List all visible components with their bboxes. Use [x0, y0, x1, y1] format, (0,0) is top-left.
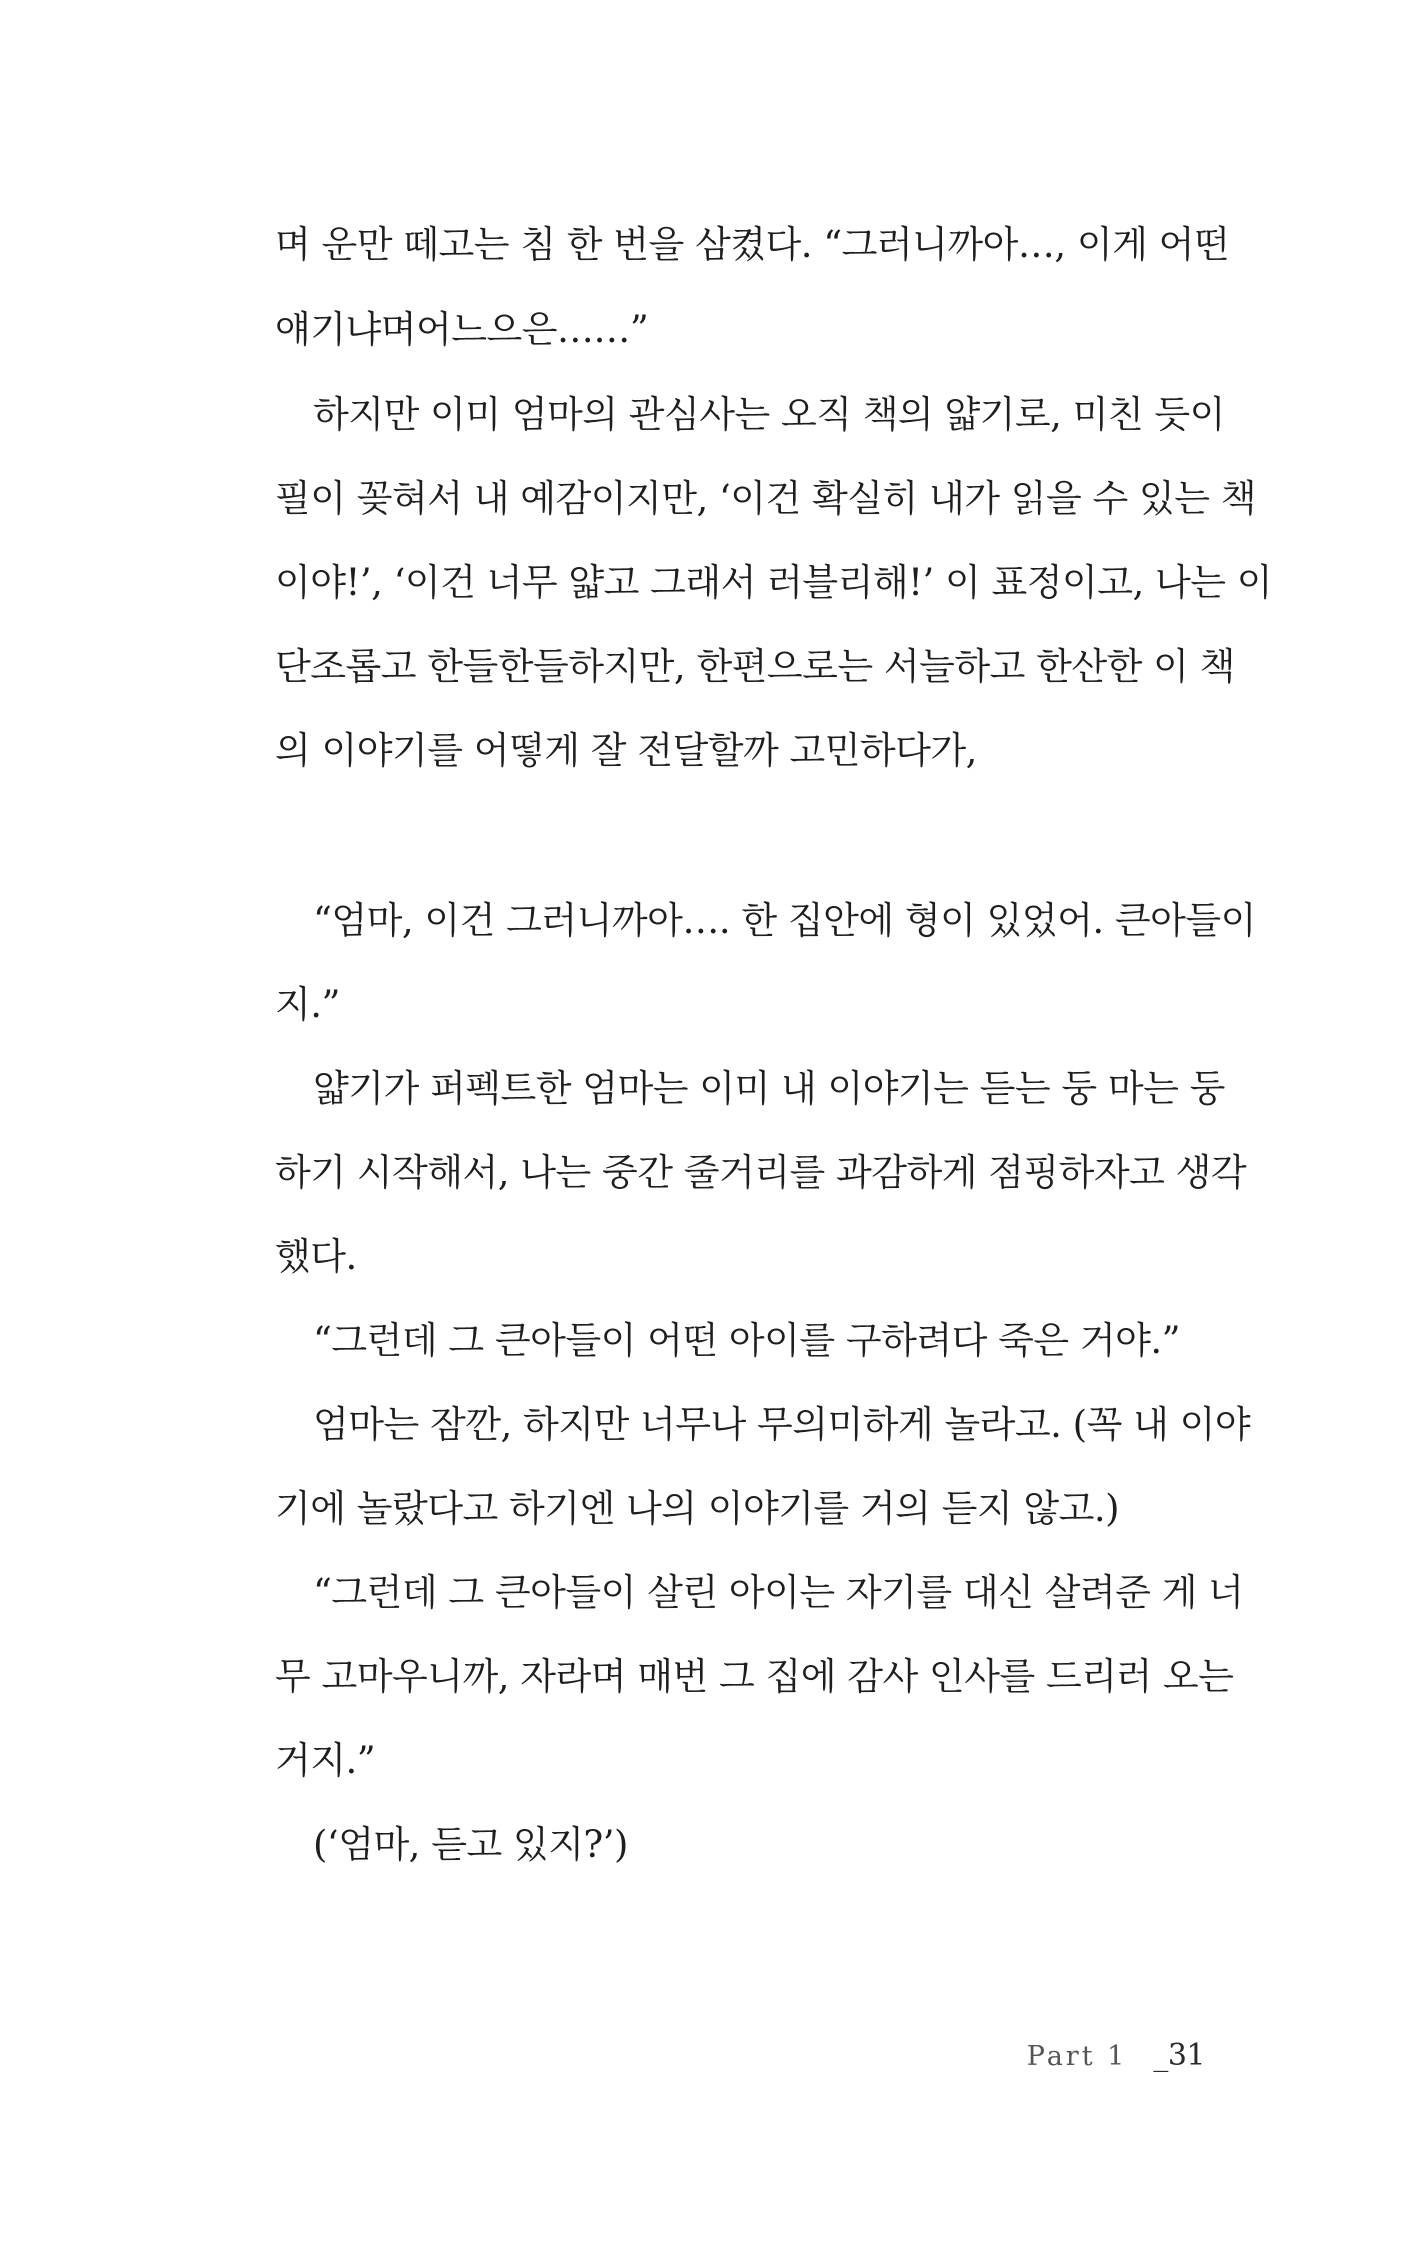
text-line-5: 이야!’, ‘이건 너무 얇고 그래서 러블리해!’ 이 표정이고, 나는 이	[275, 561, 1272, 604]
text-line-15: 기에 놀랐다고 하기엔 나의 이야기를 거의 듣지 않고.)	[275, 1487, 1120, 1530]
text-line-16: “그런데 그 큰아들이 살린 아이는 자기를 대신 살려준 게 너	[313, 1571, 1244, 1614]
text-line-12: 했다.	[275, 1235, 357, 1278]
text-line-18: 거지.”	[275, 1739, 376, 1782]
text-line-11: 하기 시작해서, 나는 중간 줄거리를 과감하게 점핑하자고 생각	[275, 1151, 1247, 1194]
text-line-13: “그런데 그 큰아들이 어떤 아이를 구하려다 죽은 거야.”	[313, 1319, 1181, 1362]
part-label: Part 1	[1026, 2041, 1128, 2072]
text-line-10: 얇기가 퍼펙트한 엄마는 이미 내 이야기는 듣는 둥 마는 둥	[313, 1067, 1225, 1110]
text-line-17: 무 고마우니까, 자라며 매번 그 집에 감사 인사를 드리러 오는	[275, 1655, 1234, 1698]
text-line-3: 하지만 이미 엄마의 관심사는 오직 책의 얇기로, 미친 듯이	[313, 393, 1225, 436]
page-footer	[1027, 2038, 1205, 2073]
text-line-4: 필이 꽂혀서 내 예감이지만, ‘이건 확실히 내가 읽을 수 있는 책	[275, 477, 1256, 520]
text-line-14: 엄마는 잠깐, 하지만 너무나 무의미하게 놀라고. (꼭 내 이야	[313, 1403, 1251, 1446]
text-line-9: 지.”	[275, 983, 340, 1026]
text-line-19: (‘엄마, 듣고 있지?’)	[313, 1823, 628, 1866]
text-line-2: 얘기냐며어느으은……”	[275, 308, 649, 351]
text-line-7: 의 이야기를 어떻게 잘 전달할까 고민하다가,	[275, 729, 977, 772]
page-number: _31	[1153, 2038, 1205, 2073]
text-line-1: 며 운만 떼고는 침 한 번을 삼켰다. “그러니까아…, 이게 어떤	[275, 223, 1230, 266]
text-line-6: 단조롭고 한들한들하지만, 한편으로는 서늘하고 한산한 이 책	[275, 645, 1235, 688]
text-line-8: “엄마, 이건 그러니까아…. 한 집안에 형이 있었어. 큰아들이	[313, 899, 1256, 942]
